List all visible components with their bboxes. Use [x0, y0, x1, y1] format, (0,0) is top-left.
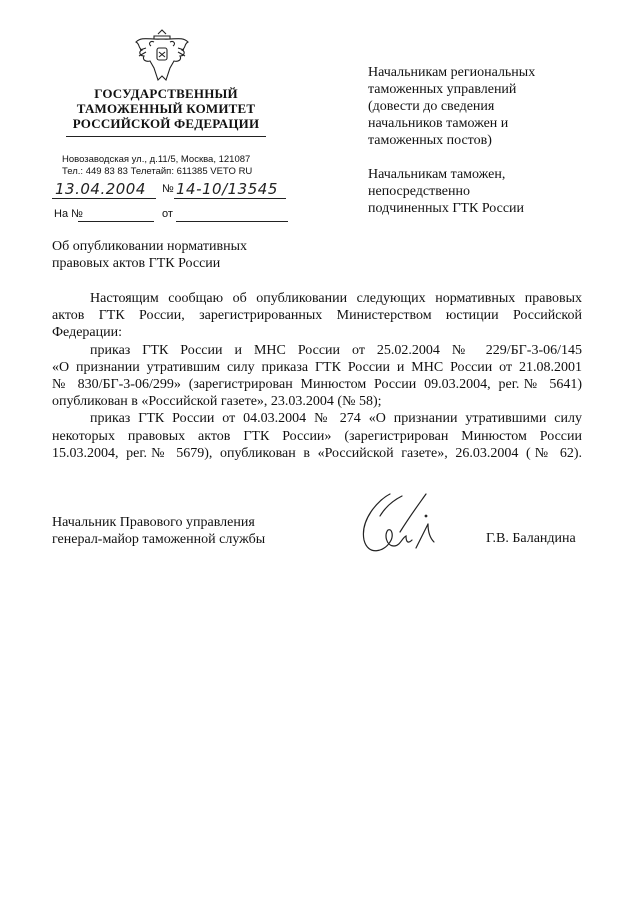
contacts-line: Тел.: 449 83 83 Телетайп: 611385 VETO RU: [62, 166, 253, 177]
addressee-group-regional: [368, 64, 608, 149]
letter-body: [52, 290, 582, 462]
body-line: приказ ГТК России и МНС России от 25.02.2004 № 229/БГ-3-06/145: [90, 342, 582, 358]
incoming-date-blank: [176, 221, 288, 222]
addressee-line: начальников таможен и: [368, 116, 509, 131]
outgoing-reference: [52, 178, 288, 200]
addressee-line: Начальникам региональных: [368, 65, 536, 80]
addressee-group-customs: [368, 166, 608, 217]
organization-address: [62, 154, 292, 178]
incoming-reference: [52, 208, 292, 226]
addressee-line: Начальникам таможен,: [368, 167, 506, 182]
body-line: актов ГТК России, зарегистрированных Министерством юстиции Российской: [52, 308, 582, 324]
body-line: приказ ГТК России от 04.03.2004 № 274 «О признании утратившими силу: [90, 411, 582, 427]
addressee-line: таможенных постов): [368, 133, 492, 148]
outgoing-number: 14-10/13545: [176, 180, 278, 198]
org-line: ГОСУДАРСТВЕННЫЙ: [94, 86, 238, 101]
address-line: Новозаводская ул., д.11/5, Москва, 121087: [62, 154, 251, 165]
incoming-date-label: от: [162, 208, 173, 220]
body-paragraph-order-229: [52, 342, 582, 411]
outgoing-number-label: №: [162, 183, 174, 195]
organization-name: [66, 86, 266, 131]
outgoing-date: 13.04.2004: [55, 180, 146, 198]
body-line: некоторых правовых актов ГТК России» (зарегистрирован Минюстом России: [52, 428, 582, 444]
signatory-name: Г.В. Баландина: [486, 531, 576, 546]
signatory-position: Начальник Правового управления: [52, 515, 255, 530]
addressee-line: непосредственно: [368, 184, 470, 199]
body-line: 15.03.2004, рег.№ 5679), опубликован в «Российской газете», 26.03.2004 (№ 62).: [52, 445, 582, 461]
body-line: № 830/БГ-3-06/299» (зарегистрирован Минюстом России 09.03.2004, рег.№ 5641): [52, 377, 582, 393]
subject-line: правовых актов ГТК России: [52, 256, 221, 271]
org-line: ТАМОЖЕННЫЙ КОМИТЕТ: [76, 101, 256, 116]
body-line: «О признании утратившим силу приказа ГТК России и МНС России от 21.08.2001: [52, 359, 582, 375]
handwritten-signature: [350, 486, 460, 564]
body-line: Федерации:: [52, 325, 123, 341]
subject-line: Об опубликовании нормативных: [52, 239, 248, 254]
incoming-number-blank: [78, 221, 154, 222]
letter-subject: [52, 238, 292, 272]
body-paragraph-intro: [52, 290, 582, 342]
addressee-line: (довести до сведения: [368, 99, 495, 114]
number-underline: [174, 198, 286, 199]
signatory-rank: генерал-майор таможенной службы: [52, 532, 266, 547]
signatory-title: [52, 514, 312, 548]
body-paragraph-order-274: [52, 410, 582, 462]
letterhead-divider: [66, 136, 266, 137]
date-underline: [52, 198, 156, 199]
double-headed-eagle-icon: [132, 28, 192, 84]
incoming-number-label: На №: [54, 208, 83, 220]
org-line: РОССИЙСКОЙ ФЕДЕРАЦИИ: [72, 116, 260, 131]
addressee-line: таможенных управлений: [368, 82, 517, 97]
addressee-line: подчиненных ГТК России: [368, 201, 525, 216]
body-line: Настоящим сообщаю об опубликовании следующих нормативных правовых: [90, 291, 582, 306]
body-line: опубликован в «Российской газете», 23.03.2004 (№ 58);: [52, 394, 382, 410]
